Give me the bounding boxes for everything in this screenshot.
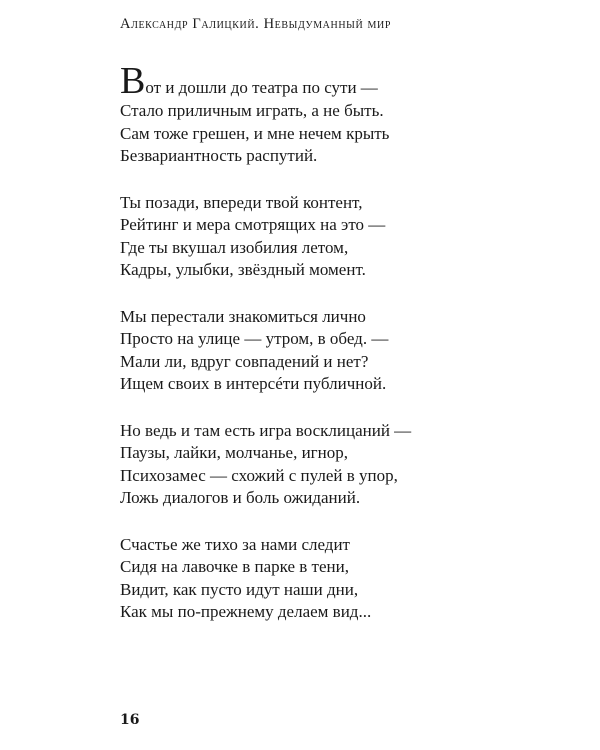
stanza-1 (120, 62, 540, 168)
first-line-text: от и дошли до театра по сути — (145, 78, 378, 97)
poem-line: Кадры, улыбки, звёздный момент. (120, 260, 366, 279)
poem-line: Как мы по-прежнему делаем вид... (120, 602, 372, 621)
stanza-3 (120, 306, 540, 396)
poem-line: Видит, как пусто идут наши дни, (120, 579, 359, 599)
poem-line: Счастье же тихо за нами следит (120, 534, 350, 554)
poem-line: Но ведь и там есть игра восклицаний — (120, 420, 412, 440)
poem-line: Мали ли, вдруг совпадений и нет? (120, 351, 369, 371)
poem-line: Психозамес — схожий с пулей в упор, (120, 465, 398, 485)
page-number: 16 (120, 712, 140, 728)
stanza-5 (120, 534, 540, 624)
running-header: Александр Галицкий. Невыдуманный мир (120, 16, 391, 32)
drop-cap: В (120, 60, 146, 102)
poem-line: Где ты вкушал изобилия летом, (120, 237, 349, 257)
stanza-2 (120, 192, 540, 282)
poem-line: Рейтинг и мера смотрящих на это — (120, 215, 386, 234)
stanza-4 (120, 420, 540, 510)
poem-line: Ложь диалогов и боль ожиданий. (120, 488, 361, 507)
poem-line: Сидя на лавочке в парке в тени, (120, 557, 349, 576)
poem-first-line (120, 62, 540, 100)
poem-line: Паузы, лайки, молчанье, игнор, (120, 443, 349, 462)
poem-line: Мы перестали знакомиться лично (120, 306, 366, 326)
poem (120, 62, 540, 648)
poem-line: Ты позади, впереди твой контент, (120, 192, 363, 212)
poem-line: Сам тоже грешен, и мне нечем крыть (120, 123, 390, 143)
poem-line: Просто на улице — утром, в обед. — (120, 329, 389, 348)
poem-line: Стало приличным играть, а не быть. (120, 101, 384, 120)
poem-line: Безвариантность распутий. (120, 146, 318, 165)
poem-line: Ищем своих в интерсéти публичной. (120, 374, 387, 393)
